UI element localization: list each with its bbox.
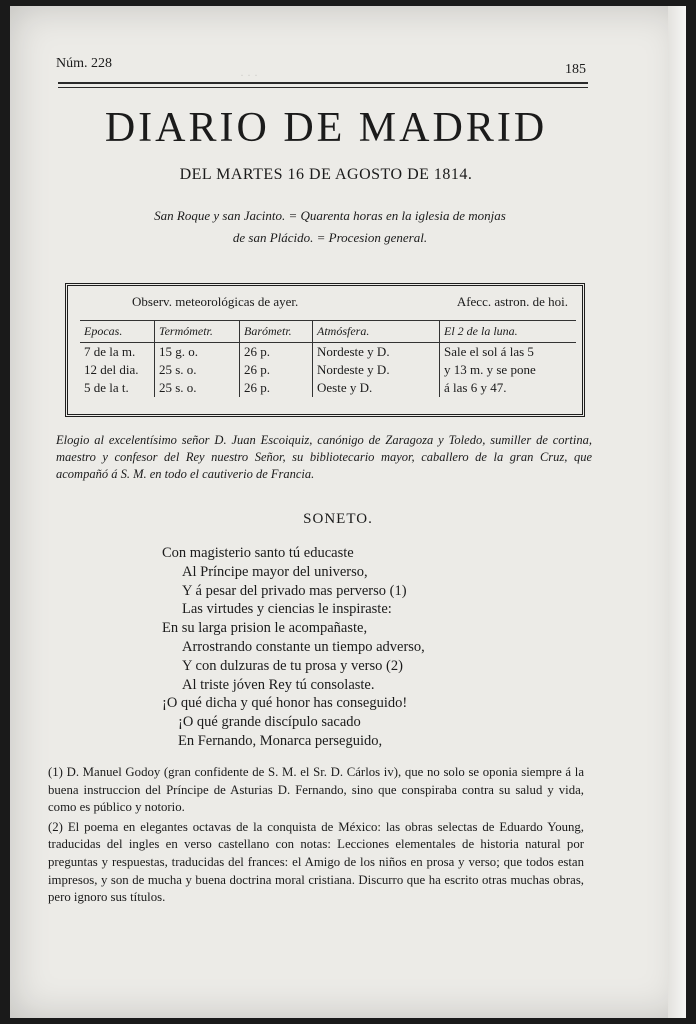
col-luna: El 2 de la luna. [440,321,577,343]
poem-line: En Fernando, Monarca perseguido, [178,732,383,749]
cell: á las 6 y 47. [440,379,577,397]
poem-line: Y con dulzuras de tu prosa y verso (2) [182,657,403,674]
sonnet-body [162,544,582,751]
col-atmosfera: Atmósfera. [313,321,440,343]
saints-line-2: de san Plácido. = Procesion general. [232,230,428,245]
poem-line: Al Príncipe mayor del universo, [182,563,368,580]
poem-line: Arrostrando constante un tiempo adverso, [182,638,425,655]
col-barometro: Barómetr. [240,321,313,343]
header-rule-thin [58,87,588,88]
page-number: 185 [565,62,586,77]
cell: 7 de la m. [84,344,136,359]
meteo-astro-title: Afecc. astron. de hoi. [456,294,568,309]
masthead-title: DIARIO DE MADRID [104,105,548,151]
col-epocas: Epocas. [80,321,155,343]
poem-line: ¡O qué dicha y qué honor has conseguido! [162,695,408,712]
footnote-2: (2) El poema en elegantes octavas de la conquista de México: las obras selectas de Eduardo Young, traducidas del ingles en verso castellano con notas: Lecciones elementales de historia natural por preguntas y respuestas, traducidas del frances: el Amigo de los niños en prosa y verso; que todos estan impresos, y son de mucha y buena doctrina moral cristiana. Discurro que ha escrito otras muchas obras, pero ignoro sus títulos. [48,819,584,905]
cell: Nordeste y D. [313,361,440,379]
col-termometro: Termómetr. [155,321,240,343]
meteo-obs-title: Observ. meteorológicas de ayer. [132,294,299,309]
poem-line: Y á pesar del privado mas perverso (1) [182,582,407,599]
footnotes [48,764,584,909]
cell: 25 s. o. [155,379,240,397]
poem-line: Con magisterio santo tú educaste [162,545,354,561]
saints-line-1: San Roque y san Jacinto. = Quarenta horas en la iglesia de monjas [154,208,506,223]
cell: 5 de la t. [84,380,129,395]
meteo-data-table [80,320,576,397]
poem-line: Las virtudes y ciencias le inspiraste: [182,601,392,618]
cell: Oeste y D. [313,379,440,397]
page-gutter [668,6,686,1018]
bleed-through: · · · [240,68,258,82]
cell: 25 s. o. [155,361,240,379]
cell: 15 g. o. [155,343,240,362]
elogio-heading: Elogio al excelentísimo señor D. Juan Escoiquiz, canónigo de Zaragoza y Toledo, sumiller de cortina, maestro y confesor del Rey nuestro Señor, su bibliotecario mayor, caballero de la gran Cruz, que acompañó á S. M. en todo el cautiverio de Francia. [56,433,592,481]
cell: y 13 m. y se pone [440,361,577,379]
table-row [80,379,576,397]
meteorological-table [65,283,585,417]
soneto-title: SONETO. [303,511,373,527]
table-row [80,361,576,379]
issue-number: Núm. 228 [56,56,112,71]
cell: 26 p. [240,361,313,379]
footnote-1: (1) D. Manuel Godoy (gran confidente de S. M. el Sr. D. Cárlos iv), que no solo se oponia siempre á la buena instruccion del Príncipe de Asturias D. Fernando, sino que conspiraba contra su salud y vida, como es público y notorio. [48,765,584,815]
table-row [80,343,576,362]
cell: Sale el sol á las 5 [440,343,577,362]
cell: 26 p. [240,343,313,362]
dateline: DEL MARTES 16 DE AGOSTO DE 1814. [179,166,473,183]
cell: 12 del dia. [84,362,139,377]
saints-of-the-day [90,205,570,249]
header-rule [58,82,588,84]
meteo-header-row [80,321,576,343]
poem-line: ¡O qué grande discípulo sacado [178,714,361,731]
poem-line: En su larga prision le acompañaste, [162,620,368,637]
cell: 26 p. [240,379,313,397]
poem-line: Al triste jóven Rey tú consolaste. [182,676,375,693]
newspaper-page [10,6,686,1018]
cell: Nordeste y D. [313,343,440,362]
